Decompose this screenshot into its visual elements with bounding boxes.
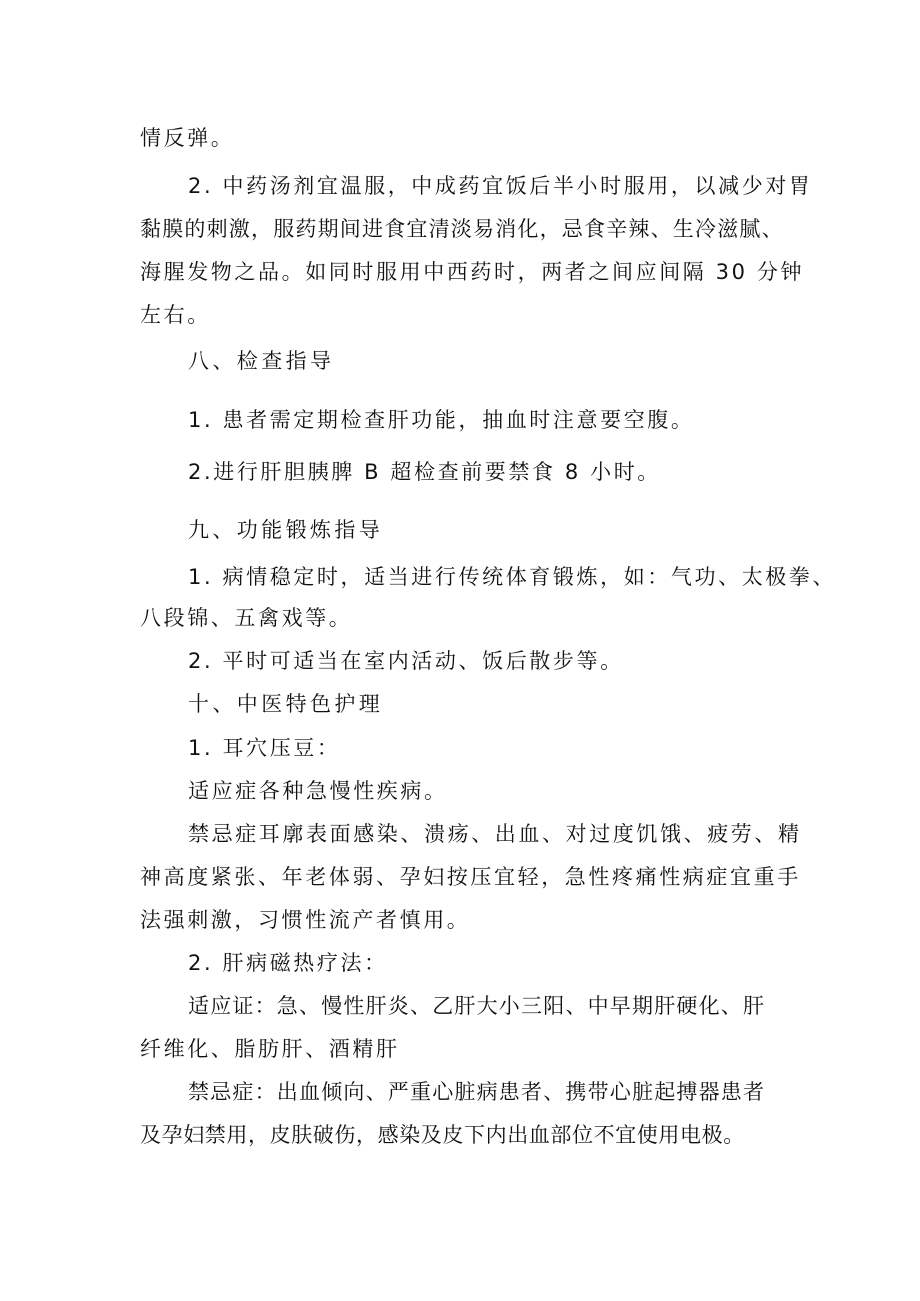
paragraph-line: 情反弹。 <box>140 126 235 150</box>
paragraph-line: 黏膜的刺激，服药期间进食宜清淡易消化，忌食辛辣、生冷滋腻、 <box>140 217 784 241</box>
section-heading-10: 十、中医特色护理 <box>188 692 384 716</box>
paragraph-line: 2.进行肝胆胰脾 B 超检查前要禁食 8 小时。 <box>188 460 661 484</box>
paragraph-line: 纤维化、脂肪肝、酒精肝 <box>140 1037 400 1061</box>
paragraph-line: 适应症各种急慢性疾病。 <box>188 779 448 803</box>
paragraph-line: 八段锦、五禽戏等。 <box>140 606 353 630</box>
paragraph-line: 2. 中药汤剂宜温服，中成药宜饭后半小时服用，以减少对胃 <box>188 174 813 198</box>
paragraph-line: 左右。 <box>140 303 211 327</box>
paragraph-line: 及孕妇禁用，皮肤破伤，感染及皮下内出血部位不宜使用电极。 <box>140 1123 745 1147</box>
paragraph-line: 1. 病情稳定时，适当进行传统体育锻炼，如：气功、太极拳、 <box>188 565 837 589</box>
paragraph-line: 神高度紧张、年老体弱、孕妇按压宜轻，急性疼痛性病症宜重手 <box>140 865 801 889</box>
paragraph-line: 2. 肝病磁热疗法： <box>188 951 388 975</box>
section-heading-9: 九、功能锻炼指导 <box>188 518 384 542</box>
paragraph-line: 海腥发物之品。如同时服用中西药时，两者之间应间隔 30 分钟 <box>140 260 805 284</box>
paragraph-line: 禁忌症耳廓表面感染、溃疡、出血、对过度饥饿、疲劳、精 <box>188 822 802 846</box>
paragraph-line: 禁忌症：出血倾向、严重心脏病患者、携带心脏起搏器患者 <box>188 1080 766 1104</box>
paragraph-line: 1. 患者需定期检查肝功能，抽血时注意要空腹。 <box>188 408 695 432</box>
paragraph-line: 适应证：急、慢性肝炎、乙肝大小三阳、中早期肝硬化、肝 <box>188 994 766 1018</box>
section-heading-8: 八、检查指导 <box>188 349 335 373</box>
paragraph-line: 法强刺激，习惯性流产者慎用。 <box>140 908 471 932</box>
paragraph-line: 1. 耳穴压豆： <box>188 736 341 760</box>
paragraph-line: 2. 平时可适当在室内活动、饭后散步等。 <box>188 649 624 673</box>
